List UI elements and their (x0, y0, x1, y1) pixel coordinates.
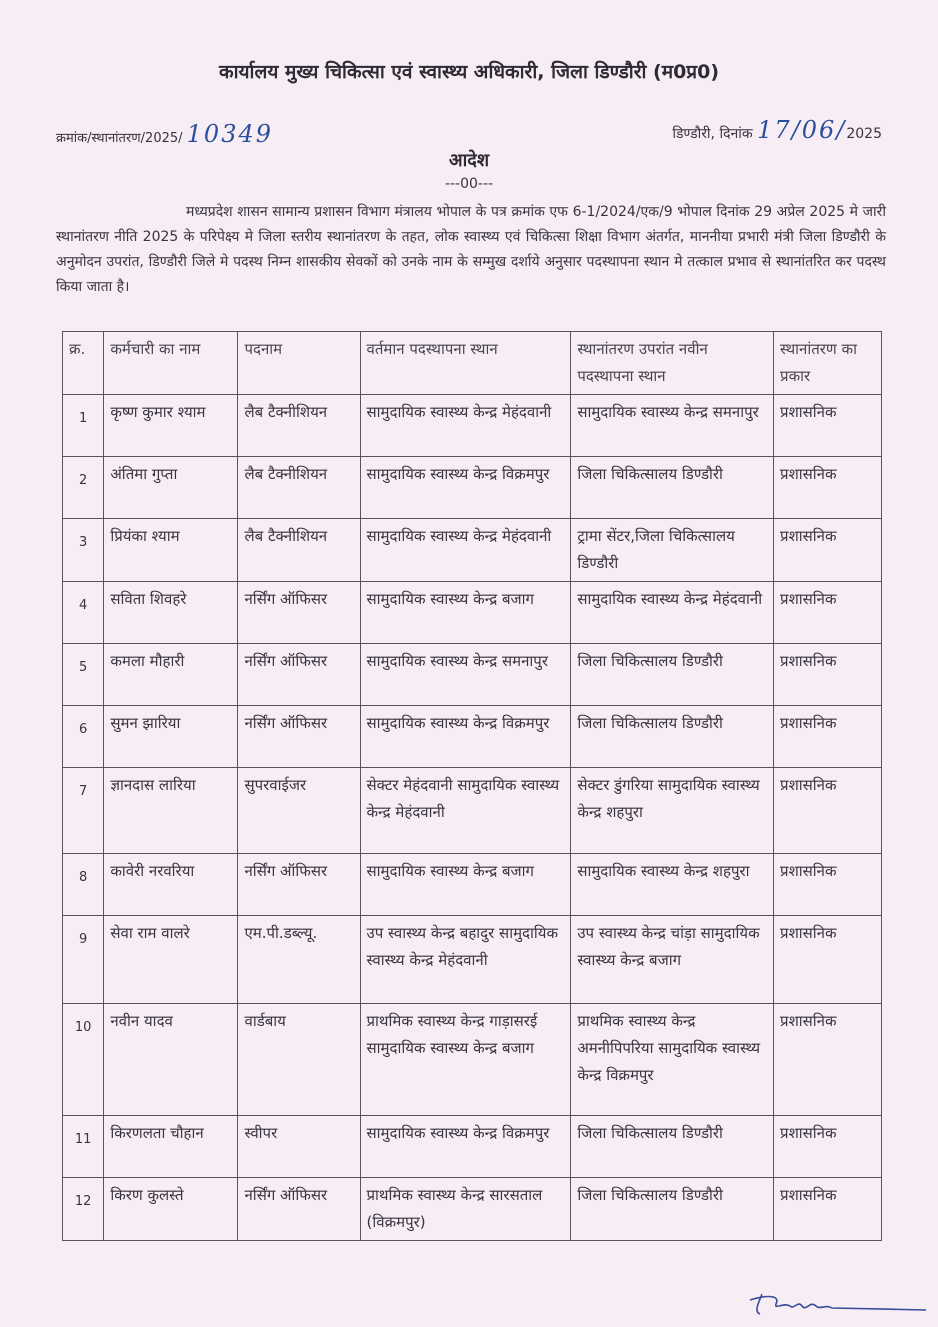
table-header-row (63, 332, 882, 395)
cell-designation: नर्सिंग ऑफिसर (238, 582, 360, 644)
table-row (63, 1116, 882, 1178)
cell-employee-name: सेवा राम वालरे (104, 916, 238, 1004)
order-body: मध्यप्रदेश शासन सामान्य प्रशासन विभाग मंत्रालय भोपाल के पत्र क्रमांक एफ 6-1/2024/एक/9 भोपाल दिनांक 29 अप्रेल 2025 मे जारी स्थानांतरण नीति 2025 के परिपेक्ष्य मे जिला स्तरीय स्थानांतरण के तहत, लोक स्वास्थ्य एवं चिकित्सा शिक्षा विभाग अंतर्गत, माननीया प्रभारी मंत्री जिला डिण्डौरी के अनुमोदन उपरांत, डिण्डौरी जिले मे पदस्थ निम्न शासकीय सेवकों को उनके नाम के सम्मुख दर्शाये अनुसार पदस्थापना स्थान मे तत्काल प्रभाव से स्थानांतरित कर पदस्थ किया जाता है। (56, 204, 886, 295)
cell-employee-name: कमला मौहारी (104, 644, 238, 706)
cell-serial: 9 (63, 916, 104, 1004)
cell-transfer-type: प्रशासनिक (774, 706, 882, 768)
cell-serial: 12 (63, 1178, 104, 1241)
date-handwritten: 17/06/ (757, 116, 847, 144)
cell-new-posting: उप स्वास्थ्य केन्द्र चांड़ा सामुदायिक स्वास्थ्य केन्द्र बजाग (571, 916, 774, 1004)
cell-new-posting: जिला चिकित्सालय डिण्डौरी (571, 1116, 774, 1178)
cell-transfer-type: प्रशासनिक (774, 916, 882, 1004)
table-row (63, 916, 882, 1004)
cell-designation: नर्सिंग ऑफिसर (238, 854, 360, 916)
header-designation: पदनाम (238, 332, 360, 395)
cell-current-posting: प्राथमिक स्वास्थ्य केन्द्र सारसताल (विक्रमपुर) (360, 1178, 571, 1241)
cell-transfer-type: प्रशासनिक (774, 1004, 882, 1116)
cell-serial: 5 (63, 644, 104, 706)
cell-serial: 10 (63, 1004, 104, 1116)
cell-transfer-type: प्रशासनिक (774, 1116, 882, 1178)
cell-employee-name: प्रियंका श्याम (104, 519, 238, 582)
cell-employee-name: सविता शिवहरे (104, 582, 238, 644)
cell-employee-name: किरण कुलस्ते (104, 1178, 238, 1241)
transfer-table (62, 331, 882, 1241)
table-row (63, 395, 882, 457)
cell-new-posting: जिला चिकित्सालय डिण्डौरी (571, 706, 774, 768)
header-transfer-type: स्थानांतरण का प्रकार (774, 332, 882, 395)
cell-employee-name: अंतिमा गुप्ता (104, 457, 238, 519)
cell-designation: लैब टैक्नीशियन (238, 457, 360, 519)
date-prefix: डिण्डौरी, दिनांक (672, 126, 753, 142)
cell-employee-name: सुमन झारिया (104, 706, 238, 768)
cell-designation: नर्सिंग ऑफिसर (238, 1178, 360, 1241)
cell-current-posting: सेक्टर मेहंदवानी सामुदायिक स्वास्थ्य केन्द्र मेहंदवानी (360, 768, 571, 854)
separator: ---00--- (444, 176, 494, 192)
cell-designation: लैब टैक्नीशियन (238, 519, 360, 582)
cell-serial: 4 (63, 582, 104, 644)
reference-prefix: क्रमांक/स्थानांतरण/2025/ (56, 131, 183, 146)
order-date (672, 116, 882, 144)
header-current-posting: वर्तमान पदस्थापना स्थान (360, 332, 571, 395)
cell-new-posting: जिला चिकित्सालय डिण्डौरी (571, 644, 774, 706)
table-row (63, 1004, 882, 1116)
cell-current-posting: सामुदायिक स्वास्थ्य केन्द्र विक्रमपुर (360, 1116, 571, 1178)
cell-designation: नर्सिंग ऑफिसर (238, 706, 360, 768)
cell-new-posting: सामुदायिक स्वास्थ्य केन्द्र समनापुर (571, 395, 774, 457)
signature (740, 1282, 930, 1322)
cell-current-posting: सामुदायिक स्वास्थ्य केन्द्र विक्रमपुर (360, 457, 571, 519)
header-employee-name: कर्मचारी का नाम (104, 332, 238, 395)
table-row (63, 519, 882, 582)
header-serial: क्र. (63, 332, 104, 395)
cell-transfer-type: प्रशासनिक (774, 854, 882, 916)
cell-serial: 11 (63, 1116, 104, 1178)
order-heading: आदेश (448, 150, 490, 171)
cell-designation: लैब टैक्नीशियन (238, 395, 360, 457)
office-title: कार्यालय मुख्य चिकित्सा एवं स्वास्थ्य अधिकारी, जिला डिण्डौरी (म0प्र0) (218, 61, 720, 83)
cell-employee-name: ज्ञानदास लारिया (104, 768, 238, 854)
cell-serial: 1 (63, 395, 104, 457)
cell-transfer-type: प्रशासनिक (774, 457, 882, 519)
cell-new-posting: सेक्टर डुंगरिया सामुदायिक स्वास्थ्य केन्द्र शहपुरा (571, 768, 774, 854)
cell-current-posting: सामुदायिक स्वास्थ्य केन्द्र मेहंदवानी (360, 395, 571, 457)
table-row (63, 457, 882, 519)
cell-designation: स्वीपर (238, 1116, 360, 1178)
table-row (63, 1178, 882, 1241)
cell-new-posting: सामुदायिक स्वास्थ्य केन्द्र शहपुरा (571, 854, 774, 916)
cell-new-posting: जिला चिकित्सालय डिण्डौरी (571, 457, 774, 519)
cell-designation: सुपरवाईजर (238, 768, 360, 854)
table-row (63, 644, 882, 706)
cell-transfer-type: प्रशासनिक (774, 582, 882, 644)
cell-new-posting: जिला चिकित्सालय डिण्डौरी (571, 1178, 774, 1241)
cell-transfer-type: प्रशासनिक (774, 768, 882, 854)
cell-employee-name: कावेरी नरवरिया (104, 854, 238, 916)
cell-serial: 7 (63, 768, 104, 854)
cell-designation: वार्डबाय (238, 1004, 360, 1116)
date-year: 2025 (846, 126, 882, 142)
cell-current-posting: सामुदायिक स्वास्थ्य केन्द्र बजाग (360, 582, 571, 644)
cell-transfer-type: प्रशासनिक (774, 1178, 882, 1241)
cell-serial: 6 (63, 706, 104, 768)
cell-designation: नर्सिंग ऑफिसर (238, 644, 360, 706)
cell-employee-name: किरणलता चौहान (104, 1116, 238, 1178)
cell-current-posting: प्राथमिक स्वास्थ्य केन्द्र गाड़ासरई सामुदायिक स्वास्थ्य केन्द्र बजाग (360, 1004, 571, 1116)
table-row (63, 854, 882, 916)
header-new-posting: स्थानांतरण उपरांत नवीन पदस्थापना स्थान (571, 332, 774, 395)
table-row (63, 582, 882, 644)
reference-number (56, 120, 273, 148)
cell-current-posting: सामुदायिक स्वास्थ्य केन्द्र बजाग (360, 854, 571, 916)
cell-serial: 3 (63, 519, 104, 582)
cell-new-posting: प्राथमिक स्वास्थ्य केन्द्र अमनीपिपरिया सामुदायिक स्वास्थ्य केन्द्र विक्रमपुर (571, 1004, 774, 1116)
cell-new-posting: ट्रामा सेंटर,जिला चिकित्सालय डिण्डौरी (571, 519, 774, 582)
cell-serial: 2 (63, 457, 104, 519)
reference-handwritten-number: 10349 (186, 120, 274, 148)
cell-current-posting: उप स्वास्थ्य केन्द्र बहादुर सामुदायिक स्वास्थ्य केन्द्र मेहंदवानी (360, 916, 571, 1004)
cell-designation: एम.पी.डब्ल्यू. (238, 916, 360, 1004)
cell-transfer-type: प्रशासनिक (774, 519, 882, 582)
cell-current-posting: सामुदायिक स्वास्थ्य केन्द्र समनापुर (360, 644, 571, 706)
cell-transfer-type: प्रशासनिक (774, 395, 882, 457)
cell-new-posting: सामुदायिक स्वास्थ्य केन्द्र मेहंदवानी (571, 582, 774, 644)
table-row (63, 706, 882, 768)
cell-serial: 8 (63, 854, 104, 916)
cell-employee-name: कृष्ण कुमार श्याम (104, 395, 238, 457)
cell-current-posting: सामुदायिक स्वास्थ्य केन्द्र मेहंदवानी (360, 519, 571, 582)
table-row (63, 768, 882, 854)
cell-employee-name: नवीन यादव (104, 1004, 238, 1116)
cell-transfer-type: प्रशासनिक (774, 644, 882, 706)
cell-current-posting: सामुदायिक स्वास्थ्य केन्द्र विक्रमपुर (360, 706, 571, 768)
